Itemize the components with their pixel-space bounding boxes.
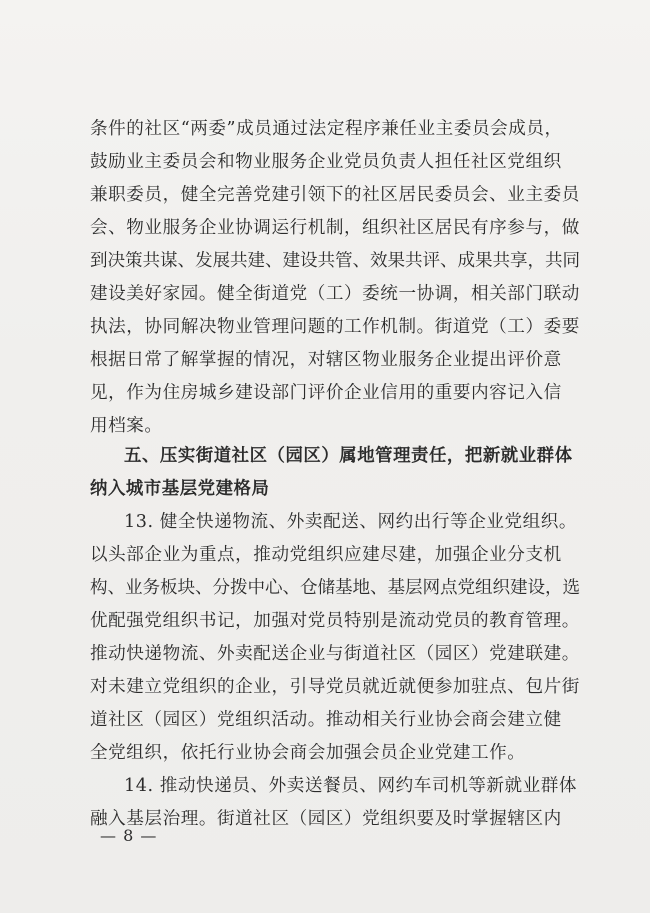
body-text-line: 用档案。 bbox=[90, 416, 163, 436]
item-13-text: 道社区（园区）党组织活动。推动相关行业协会商会建立健 bbox=[90, 710, 562, 730]
section-heading: 五、压实街道社区（园区）属地管理责任，把新就业群体 bbox=[124, 446, 573, 466]
body-text-line: 会、物业服务企业协调运行机制，组织社区居民有序参与，做 bbox=[90, 218, 580, 238]
body-text-line: 建设美好家园。健全街道党（工）委统一协调，相关部门联动 bbox=[90, 284, 580, 304]
body-text-line: 条件的社区“两委”成员通过法定程序兼任业主委员会成员， bbox=[90, 119, 563, 139]
body-text-line: 到决策共谋、发展共建、建设共管、效果共评、成果共享，共同 bbox=[90, 251, 581, 271]
item-13-text: 以头部企业为重点，推动党组织应建尽建，加强企业分支机 bbox=[90, 545, 562, 565]
body-text-line: 鼓励业主委员会和物业服务企业党员负责人担任社区党组织 bbox=[90, 152, 562, 172]
body-text-line: 见，作为住房城乡建设部门评价企业信用的重要内容记入信 bbox=[90, 383, 562, 403]
item-13-text: 全党组织，依托行业协会商会加强会员企业党建工作。 bbox=[90, 743, 526, 763]
item-13-text: 13. 健全快递物流、外卖配送、网约出行等企业党组织。 bbox=[124, 512, 578, 532]
item-13-text: 优配强党组织书记，加强对党员特别是流动党员的教育管理。 bbox=[90, 611, 580, 631]
body-text-line: 兼职委员，健全完善党建引领下的社区居民委员会、业主委员 bbox=[90, 185, 580, 205]
item-13-text: 对未建立党组织的企业，引导党员就近就便参加驻点、包片街 bbox=[90, 677, 580, 697]
item-14-title-end: 融入基层治理。 bbox=[90, 809, 218, 829]
item-14-title: 14. 推动快递员、外卖送餐员、网约车司机等新就业群体 bbox=[124, 776, 578, 796]
item-13-text: 推动快递物流、外卖配送企业与街道社区（园区）党建联建。 bbox=[90, 644, 580, 664]
body-text-line: 根据日常了解掌握的情况，对辖区物业服务企业提出评价意 bbox=[90, 350, 562, 370]
body-text-line: 执法，协同解决物业管理问题的工作机制。街道党（工）委要 bbox=[90, 317, 580, 337]
item-14-body: 街道社区（园区）党组织要及时掌握辖区内 bbox=[217, 809, 562, 829]
item-13-text: 构、业务板块、分拨中心、仓储基地、基层网点党组织建设，选 bbox=[90, 578, 581, 598]
page-number: — 8 — bbox=[100, 826, 158, 845]
item-14-text bbox=[90, 807, 580, 831]
section-heading: 纳入城市基层党建格局 bbox=[90, 479, 270, 499]
